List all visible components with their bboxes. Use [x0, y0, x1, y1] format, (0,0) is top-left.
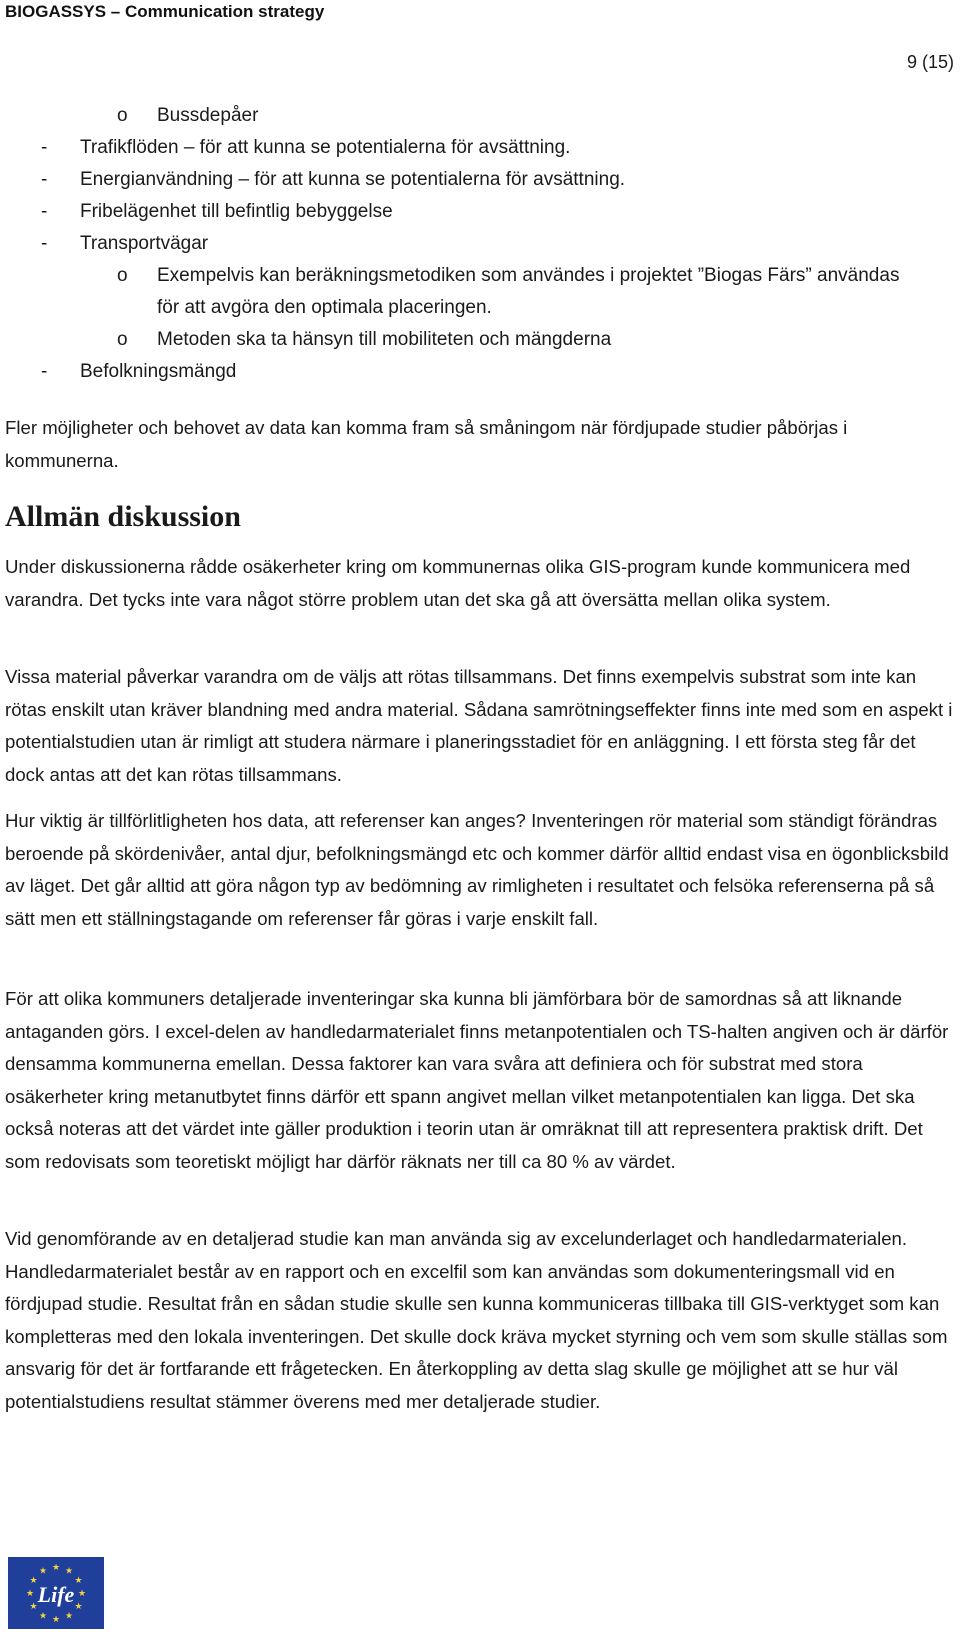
list-item [0, 356, 960, 388]
paragraph: Under diskussionerna rådde osäkerheter kring om kommunernas olika GIS-program kunde kommunicera med varandra. Det tycks inte vara något större problem utan det ska gå att översätta mellan olika system. [5, 556, 911, 610]
list-item-text: Energianvändning – för att kunna se potentialerna för avsättning. [80, 169, 626, 190]
list-item [0, 100, 960, 132]
list-item [0, 132, 960, 164]
star-icon: ★ [51, 1614, 61, 1624]
list-marker: o [117, 329, 128, 350]
star-icon: ★ [38, 1610, 48, 1621]
section-heading: Allmän diskussion [5, 500, 241, 533]
paragraph: Vid genomförande av en detaljerad studie kan man använda sig av excelunderlaget och handledarmaterialen. Handledarmaterialet består av en rapport och en excelfil som kan användas som dokumenteringsmall vid en fördjupad studie. Resultat från en sådan studie skulle sen kunna kommuniceras tillbaka till GIS-verktyget som kan kompletteras med den lokala inventeringen. Det skulle dock kräva mycket styrning och vem som skulle ställas som ansvarig för det är fortfarande ett frågetecken. En återkoppling av detta slag skulle ge möjlighet att se hur väl potentialstudiens resultat stämmer överens med mer detaljerade studier. [5, 1228, 948, 1412]
list-item-text: Bussdepåer [157, 105, 259, 126]
list-marker: - [41, 201, 48, 222]
intro-paragraph: Fler möjligheter och behovet av data kan komma fram så småningom när fördjupade studier påbörjas i kommunerna. [5, 417, 848, 471]
paragraph: Vissa material påverkar varandra om de väljs att rötas tillsammans. Det finns exempelvis substrat som inte kan rötas enskilt utan kräver blandning med andra material. Sådana samrötningseffekter finns inte med som en aspekt i potentialstudien utan är rimligt att studera närmare i planeringsstadiet för en anläggning. I ett första steg får det dock antas att det kan rötas tillsammans. [5, 666, 953, 785]
star-icon: ★ [74, 1601, 83, 1611]
list-item [0, 228, 960, 260]
paragraph: Hur viktig är tillförlitligheten hos data, att referenser kan anges? Inventeringen rör material som ständigt förändras beroende på skördenivåer, antal djur, befolkningsmängd etc och kommer därför alltid endast visa en ögonblicksbild av läget. Det går alltid att göra någon typ av bedömning av rimligheten i resultatet och felsöka referenserna på så sätt men ett ställningstagande om referenser får göras i varje enskilt fall. [5, 810, 949, 929]
star-icon: ★ [29, 1601, 38, 1611]
star-icon: ★ [64, 1565, 74, 1576]
list-marker: - [41, 169, 48, 190]
bullet-list [0, 100, 960, 388]
star-icon: ★ [25, 1588, 35, 1598]
list-item-text: Trafikflöden – för att kunna se potentialerna för avsättning. [80, 137, 571, 158]
list-item [0, 324, 960, 356]
list-item-text: Fribelägenhet till befintlig bebyggelse [80, 201, 393, 222]
page-number: 9 (15) [906, 52, 954, 72]
star-icon: ★ [64, 1610, 74, 1621]
list-item-text: Transportvägar [80, 233, 209, 254]
eu-life-logo-graphic [8, 1557, 104, 1629]
list-marker: o [117, 105, 128, 126]
list-marker: - [41, 361, 48, 382]
list-item-text: Befolkningsmängd [80, 361, 237, 382]
list-item [0, 196, 960, 228]
star-icon: ★ [77, 1588, 87, 1598]
star-icon: ★ [29, 1575, 38, 1585]
list-item [0, 164, 960, 196]
star-icon: ★ [51, 1562, 61, 1572]
star-icon: ★ [38, 1565, 48, 1576]
paragraph: För att olika kommuners detaljerade inventeringar ska kunna bli jämförbara bör de samordnas så att liknande antaganden görs. I excel-delen av handledarmaterialet finns metanpotentialen och TS-halten angiven och är därför densamma kommunerna emellan. Dessa faktorer kan vara svåra att definiera och för substrat med stora osäkerheter kring metanutbytet finns därför ett spann angivet mellan vilket metanpotentialen kan ligga. Det ska också noteras att det värdet inte gäller produktion i teorin utan är omräknat till att representera praktisk drift. Det som redovisats som teoretiskt möjligt har därför räknats ner till ca 80 % av värdet. [5, 988, 949, 1172]
list-item-text: Metoden ska ta hänsyn till mobiliteten och mängderna [157, 329, 612, 350]
list-marker: - [41, 233, 48, 254]
eu-life-logo [8, 1557, 104, 1629]
list-item [0, 260, 960, 324]
list-marker: - [41, 137, 48, 158]
document-header-title: BIOGASSYS – Communication strategy [5, 2, 325, 21]
star-icon: ★ [74, 1575, 83, 1585]
list-marker: o [117, 265, 128, 286]
svg-text:Life: Life [37, 1582, 75, 1607]
list-item-text: Exempelvis kan beräkningsmetodiken som användes i projektet ”Biogas Färs” användas för att avgöra den optimala placeringen. [157, 265, 900, 318]
